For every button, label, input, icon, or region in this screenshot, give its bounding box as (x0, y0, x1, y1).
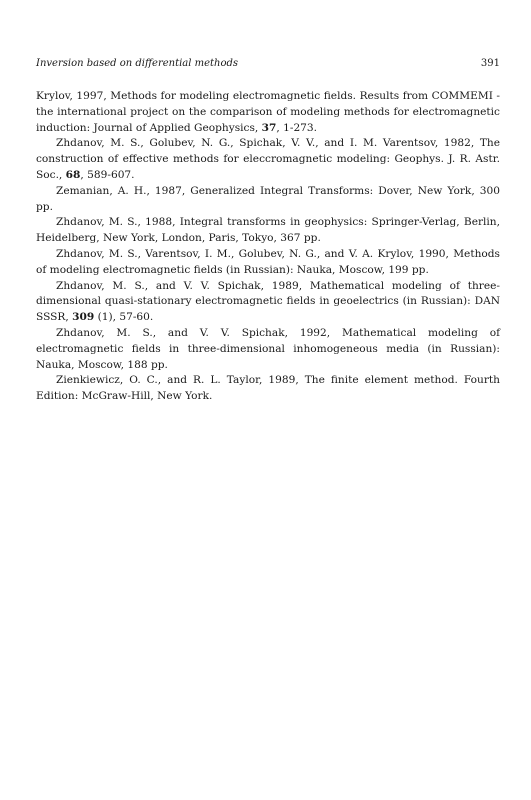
reference-list (36, 89, 500, 405)
reference-text: Zienkiewicz, O. C., and R. L. Taylor, 1989, The finite element method. Fourth Edition: McGraw-Hill, New York. (36, 374, 500, 403)
reference-entry (36, 136, 500, 183)
reference-entry (36, 326, 500, 373)
reference-text: Zhdanov, M. S., Varentsov, I. M., Golubev, N. G., and V. A. Krylov, 1990, Methods of modeling electromagnetic fields (in Russian): Nauka, Moscow, 199 pp. (36, 247, 500, 276)
reference-pages: , 1-273. (276, 121, 318, 134)
reference-text: Zhdanov, M. S., 1988, Integral transforms in geophysics: Springer-Verlag, Berlin, Heidelberg, New York, London, Paris, Tokyo, 367 pp. (36, 216, 500, 245)
reference-text: Zhdanov, M. S., and V. V. Spichak, 1989, Mathematical modeling of three-dimensional quasi-stationary electromagnetic fields in geoelectrics (in Russian): DAN SSSR, (36, 279, 500, 324)
running-header (36, 58, 500, 74)
reference-pages: (1), 57-60. (94, 311, 154, 324)
reference-volume: 309 (72, 311, 95, 324)
reference-text: Krylov, 1997, Methods for modeling electromagnetic fields. Results from COMMEMI - the international project on the comparison of modeling methods for electromagnetic induction: Journal of Applied Geophysics, (36, 90, 500, 134)
reference-pages: , 589-607. (80, 168, 135, 181)
reference-volume: 68 (65, 168, 81, 181)
reference-entry (36, 184, 500, 216)
page-number: 391 (480, 58, 500, 69)
reference-entry (36, 279, 500, 326)
reference-volume: 37 (261, 121, 277, 134)
reference-entry (36, 215, 500, 247)
reference-text: Zemanian, A. H., 1987, Generalized Integral Transforms: Dover, New York, 300 pp. (36, 184, 500, 213)
reference-entry (36, 247, 500, 279)
reference-text: Zhdanov, M. S., and V. V. Spichak, 1992, Mathematical modeling of electromagnetic fields in three-dimensional inhomogeneous media (in Russian): Nauka, Moscow, 188 pp. (36, 326, 500, 371)
reference-entry (36, 89, 500, 136)
reference-entry (36, 373, 500, 405)
reference-text: Zhdanov, M. S., Golubev, N. G., Spichak, V. V., and I. M. Varentsov, 1982, The construction of effective methods for eleccromagnetic modeling: Geophys. J. R. Astr. Soc., (36, 137, 500, 181)
running-title: Inversion based on differential methods (36, 58, 239, 69)
